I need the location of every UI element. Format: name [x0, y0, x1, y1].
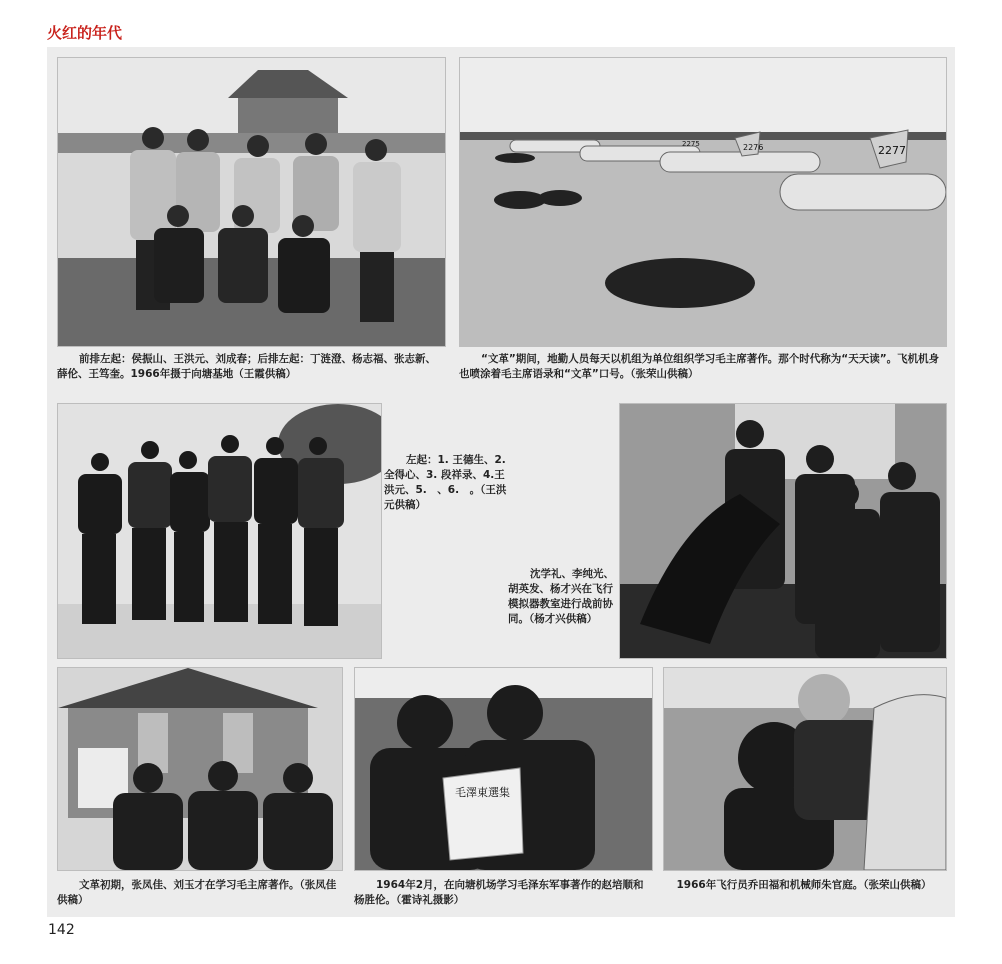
caption-photo-5: 文革初期，张凤佳、刘玉才在学习毛主席著作。（张凤佳供稿） — [57, 879, 337, 906]
caption-photo-2: “文革”期间，地勤人员每天以机组为单位组织学习毛主席著作。那个时代称为“天天读”。飞机机身也喷涂着毛主席语录和“文革”口号。（张荣山供稿） — [459, 353, 940, 380]
photo-airfield-study — [459, 57, 947, 347]
photo-three-pilots-reading — [57, 667, 343, 871]
photo-two-pilots-book — [354, 667, 653, 871]
photo-group-eight-men — [57, 57, 446, 347]
page-number: 142 — [48, 922, 75, 938]
caption-photo-6: 1964年2月，在向塘机场学习毛泽东军事著作的赵培顺和杨胜伦。（霍诗礼摄影） — [354, 879, 644, 906]
book-title: 毛澤東選集 — [455, 786, 510, 799]
tail-number-2276: 2276 — [743, 143, 764, 152]
photo-pilot-mechanic — [663, 667, 947, 871]
tail-number-2275: 2275 — [682, 140, 700, 148]
caption-photo-3: 左起：1. 王德生、2. 全得心、3. 段祥录、4.王洪元、5. 、6. 。（王洪元供稿） — [384, 454, 507, 511]
section-title: 火红的年代 — [47, 24, 123, 42]
caption-photo-4: 沈学礼、李纯光、胡英发、杨才兴在飞行模拟器教室进行战前协同。（杨才兴供稿） — [508, 568, 614, 625]
caption-photo-7: 1966年飞行员乔田福和机械师朱官庭。（张荣山供稿） — [676, 879, 932, 891]
tail-number-2277: 2277 — [878, 144, 906, 157]
caption-photo-1: 前排左起：侯振山、王洪元、刘成春；后排左起：丁涟澄、杨志福、张志新、薛伦、王笃奎。1966年摄于向塘基地（王霞供稿） — [57, 353, 436, 380]
photo-simulator-classroom — [619, 403, 947, 659]
photo-six-pilots — [57, 403, 382, 659]
